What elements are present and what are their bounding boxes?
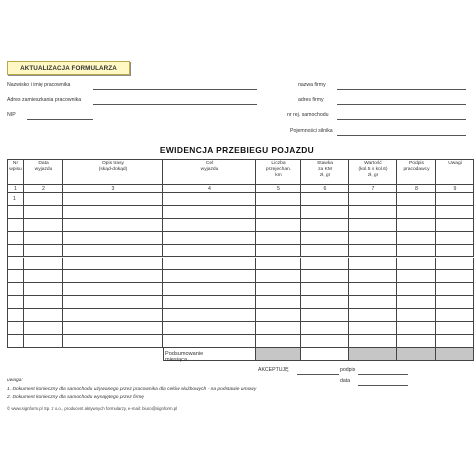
summary-signature-cell[interactable] [397,348,436,361]
accept-line[interactable] [297,374,339,375]
table-cell[interactable] [436,309,474,322]
table-cell[interactable] [7,296,24,309]
table-cell[interactable] [397,296,436,309]
table-cell[interactable] [301,309,349,322]
summary-rate-cell[interactable] [301,348,349,361]
signature-label: podpis [340,367,356,373]
table-cell[interactable] [7,309,24,322]
table-cell[interactable] [349,193,397,206]
column-header: Opis trasy (skąd-dokąd) [98,161,128,173]
table-cell[interactable] [256,283,301,296]
column-header: Nr wpisu [9,161,22,173]
table-cell[interactable] [7,232,24,245]
table-cell[interactable] [63,232,163,245]
footer-text: © www.signform.pl Sp. z o.o., producent aktywnych formularzy, e-mail: biuro@signform.pl [7,406,178,411]
column-header: Stawka za KM zł, gr [316,161,334,179]
table-cell[interactable] [301,206,349,219]
table-cell[interactable] [7,258,24,271]
table-cell[interactable] [63,270,163,283]
table-cell[interactable] [349,283,397,296]
table-cell[interactable] [397,258,436,271]
table-cell[interactable] [256,335,301,348]
company-name-label: nazwa firmy [298,82,326,88]
row-number: 1 [13,196,16,202]
table-cell[interactable] [7,322,24,335]
engine-capacity-label: Pojemności silnika [290,128,333,134]
table-cell[interactable] [436,193,474,206]
table-cell[interactable] [397,219,436,232]
table-cell[interactable] [436,245,474,258]
table-cell[interactable] [7,283,24,296]
table-cell[interactable] [24,232,63,245]
column-header: Data wyjazdu [34,161,53,173]
table-cell[interactable] [163,219,256,232]
table-cell[interactable] [436,283,474,296]
table-cell[interactable] [24,245,63,258]
table-cell[interactable] [397,232,436,245]
table-cell[interactable] [7,270,24,283]
vehicle-reg-label: nr rej. samochodu [287,112,329,118]
table-cell[interactable] [301,283,349,296]
table-cell[interactable] [256,309,301,322]
table-cell[interactable] [63,309,163,322]
table-cell[interactable] [256,206,301,219]
table-cell[interactable] [163,270,256,283]
table-cell[interactable] [349,309,397,322]
table-cell[interactable] [256,258,301,271]
table-cell[interactable] [436,270,474,283]
table-cell[interactable] [301,322,349,335]
table-cell[interactable] [63,258,163,271]
table-cell[interactable] [397,309,436,322]
table-cell[interactable] [7,335,24,348]
table-cell[interactable] [349,232,397,245]
table-cell[interactable] [7,245,24,258]
table-cell[interactable] [349,245,397,258]
table-cell[interactable] [397,335,436,348]
employee-address-label: Adres zamieszkania pracownika [7,97,82,103]
table-cell[interactable] [436,322,474,335]
table-cell[interactable] [256,232,301,245]
table-cell[interactable] [301,270,349,283]
table-cell[interactable] [397,322,436,335]
form-title: EWIDENCJA PRZEBIEGU POJAZDU [159,145,315,155]
table-cell[interactable] [24,296,63,309]
table-cell[interactable] [63,283,163,296]
table-cell[interactable] [24,258,63,271]
table-cell[interactable] [163,232,256,245]
table-cell[interactable] [349,219,397,232]
table-cell[interactable] [301,296,349,309]
summary-km-cell[interactable] [256,348,301,361]
accept-label: AKCEPTUJĘ [258,367,289,373]
engine-capacity-field[interactable] [337,135,466,136]
column-number: 8 [415,186,418,192]
date-field[interactable] [358,385,408,386]
table-cell[interactable] [301,258,349,271]
table-cell[interactable] [63,245,163,258]
table-cell[interactable] [63,219,163,232]
table-cell[interactable] [301,219,349,232]
table-cell[interactable] [256,322,301,335]
table-cell[interactable] [163,335,256,348]
table-cell[interactable] [24,206,63,219]
table-cell[interactable] [7,206,24,219]
table-cell[interactable] [163,206,256,219]
vehicle-reg-field[interactable] [337,119,466,120]
table-cell[interactable] [7,219,24,232]
employee-address-field[interactable] [93,104,257,105]
column-header: Wartość (kol.5 x kol.6) zł, gr [358,161,388,179]
column-header: Podpis pracodawcy [403,161,430,173]
column-number: 7 [371,186,375,192]
table-cell[interactable] [63,206,163,219]
table-cell[interactable] [397,193,436,206]
table-cell[interactable] [163,283,256,296]
signature-field[interactable] [358,374,408,375]
table-cell[interactable] [163,258,256,271]
table-cell[interactable] [24,309,63,322]
note-item: 2. Dokument konieczny dla samochodu wynajętego przez firmę [7,395,145,400]
column-number: 5 [277,186,280,192]
table-cell[interactable] [349,270,397,283]
table-cell[interactable] [349,322,397,335]
table-cell[interactable] [349,206,397,219]
table-cell[interactable] [436,335,474,348]
table-cell[interactable] [397,245,436,258]
table-cell[interactable] [256,296,301,309]
company-name-field[interactable] [337,89,466,90]
table-cell[interactable] [163,193,256,206]
table-cell[interactable] [397,270,436,283]
table-cell[interactable] [349,335,397,348]
table-cell[interactable] [24,270,63,283]
table-cell[interactable] [397,283,436,296]
summary-value-cell[interactable] [349,348,397,361]
table-cell[interactable] [436,296,474,309]
table-cell[interactable] [349,258,397,271]
table-cell[interactable] [163,245,256,258]
summary-label: Podsumowanie miesiąca [165,350,204,363]
table-cell[interactable] [436,258,474,271]
date-label: data [340,378,351,384]
table-cell[interactable] [63,322,163,335]
table-cell[interactable] [349,296,397,309]
table-cell[interactable] [436,206,474,219]
nip-field[interactable] [27,119,93,120]
table-cell[interactable] [24,283,63,296]
table-cell[interactable] [256,270,301,283]
column-number: 6 [323,186,327,192]
company-address-label: adres firmy [298,97,324,103]
employee-name-field[interactable] [93,89,257,90]
table-cell[interactable] [63,193,163,206]
column-header: Liczba przejechan. km [265,161,292,179]
note-item: 1. Dokument konieczny dla samochodu używanego przez pracownika dla celów służbowych - na podstawie umowy [7,387,257,392]
nip-label: NIP [7,112,16,118]
table-cell[interactable] [24,322,63,335]
table-cell[interactable] [301,193,349,206]
column-number: 9 [453,186,457,192]
table-cell[interactable] [301,232,349,245]
table-cell[interactable] [436,232,474,245]
table-cell[interactable] [24,219,63,232]
table-cell[interactable] [256,193,301,206]
company-address-field[interactable] [337,104,466,105]
table-cell[interactable] [301,335,349,348]
table-cell[interactable] [63,296,163,309]
table-cell[interactable] [163,309,256,322]
column-number: 4 [208,186,211,192]
table-cell[interactable] [256,219,301,232]
column-header: Cel wyjazdu [200,161,219,173]
table-cell[interactable] [63,335,163,348]
table-cell[interactable] [397,206,436,219]
summary-notes-cell[interactable] [436,348,474,361]
column-number: 1 [14,186,17,192]
notes-heading: uwaga: [7,378,23,383]
table-cell[interactable] [163,296,256,309]
column-number: 3 [111,186,115,192]
table-cell[interactable] [301,245,349,258]
table-cell[interactable] [163,322,256,335]
table-cell[interactable] [24,193,63,206]
column-header: Uwagi [448,161,462,166]
column-number: 2 [42,186,45,192]
table-cell[interactable] [24,335,63,348]
employee-name-label: Nazwisko i imię pracownika [7,82,71,88]
table-cell[interactable] [436,219,474,232]
table-cell[interactable] [256,245,301,258]
update-form-button[interactable]: AKTUALIZACJA FORMULARZA [7,61,130,75]
